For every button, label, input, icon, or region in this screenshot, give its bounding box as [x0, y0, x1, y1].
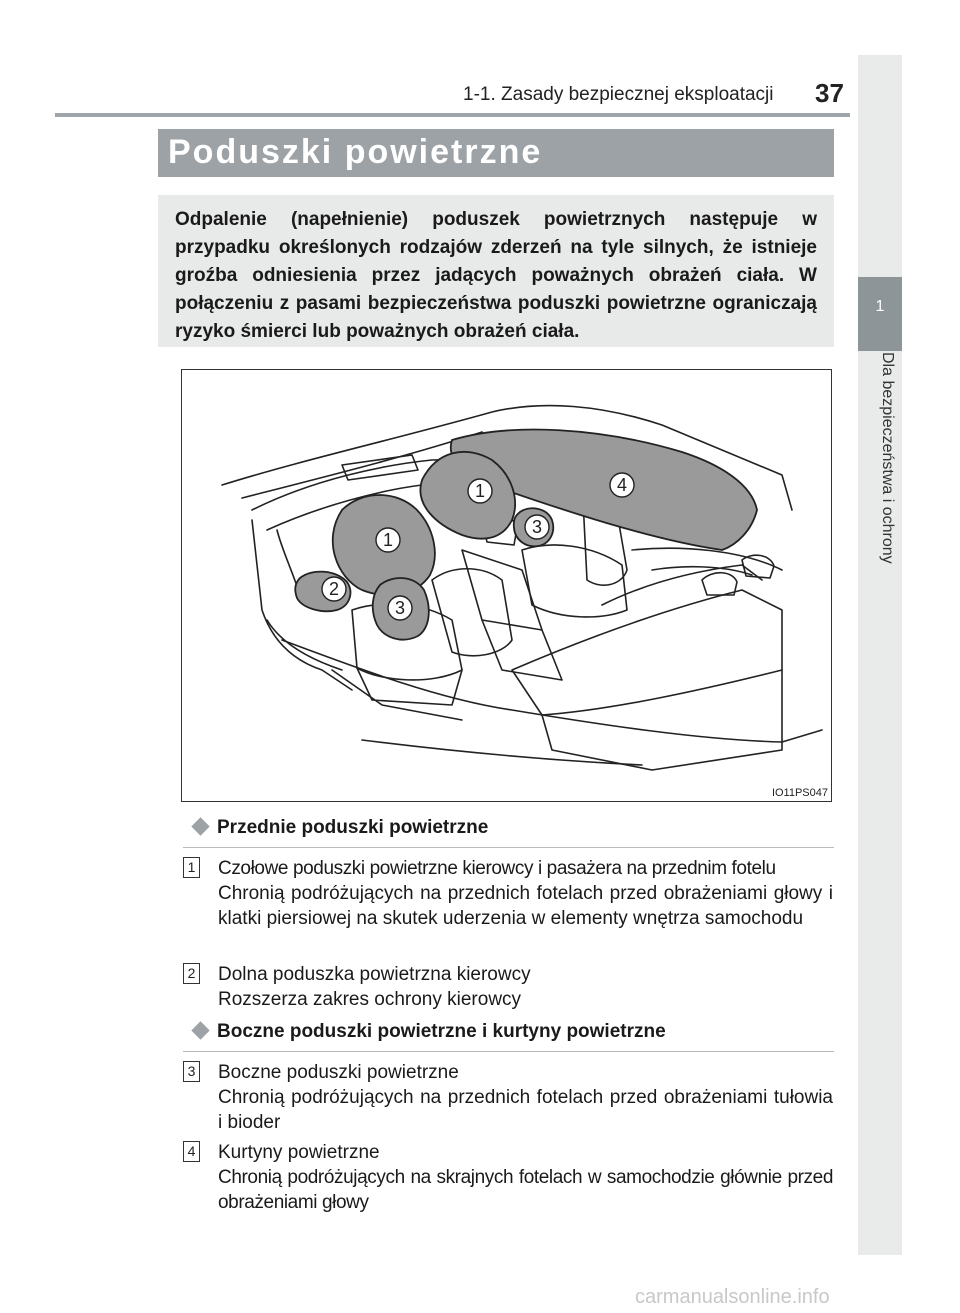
page-number: 37 — [815, 78, 844, 108]
callout-label: 1 — [474, 481, 486, 501]
section-rule — [183, 847, 834, 848]
header-rule — [55, 113, 850, 117]
running-header: 1-1. Zasady bezpiecznej eksploatacji — [463, 84, 774, 105]
item-description: Chronią podróżujących na skrajnych fotelach w samochodzie głównie przed obrażeniami głowy — [218, 1167, 833, 1213]
car-interior-drawing — [182, 370, 830, 800]
callout-label: 1 — [382, 530, 394, 550]
item-title: Czołowe poduszki powietrzne kierowcy i pasażera na przednim fotelu — [218, 858, 776, 879]
list-item — [183, 856, 833, 931]
section-heading-front — [190, 817, 488, 839]
item-number: 2 — [183, 963, 200, 984]
item-description: Chronią podróżujących na przednich fotelach przed obrażeniami głowy i klatki piersiowej na skutek uderzenia w elementy wnętrza samochodu — [218, 883, 833, 929]
callout-label: 3 — [394, 598, 406, 618]
list-item — [183, 1140, 833, 1215]
item-title: Kurtyny powietrzne — [218, 1142, 380, 1163]
list-item — [183, 1060, 833, 1135]
diamond-bullet-icon — [191, 818, 209, 836]
item-number: 3 — [183, 1061, 200, 1082]
chapter-number: 1 — [875, 298, 885, 315]
section-heading-text: Przednie poduszki powietrzne — [217, 817, 489, 838]
item-number: 4 — [183, 1141, 200, 1162]
item-title: Boczne poduszki powietrzne — [218, 1062, 459, 1083]
section-heading-text: Boczne poduszki powietrzne i kurtyny powietrzne — [217, 1021, 666, 1042]
item-number: 1 — [183, 857, 200, 878]
page-title: Poduszki powietrzne — [168, 133, 543, 171]
callout-label: 2 — [328, 579, 340, 599]
item-title: Dolna poduszka powietrzna kierowcy — [218, 964, 531, 985]
item-description: Rozszerza zakres ochrony kierowcy — [218, 989, 522, 1010]
intro-text: Odpalenie (napełnienie) poduszek powietrznych następuje w przypadku określonych rodzajów zderzeń na tyle silnych, że istnieje groźba odniesienia przez jadących poważnych obrażeń ciała. W połączeniu z pasami bezpieczeństwa poduszki powietrzne ograniczają ryzyko śmierci lub poważnych obrażeń ciała. — [175, 209, 817, 342]
list-item — [183, 962, 833, 1012]
callout-label: 3 — [531, 517, 543, 537]
chapter-side-tab — [858, 55, 902, 1255]
airbag-illustration — [181, 369, 832, 802]
diamond-bullet-icon — [191, 1022, 209, 1040]
chapter-title: Dla bezpieczeństwa i ochrony — [879, 352, 896, 564]
section-heading-side — [190, 1021, 666, 1043]
watermark: carmanualsonline.info — [635, 1286, 830, 1308]
figure-code: IO11PS047 — [771, 787, 828, 799]
item-description: Chronią podróżujących na przednich fotelach przed obrażeniami tułowia i bioder — [218, 1087, 833, 1133]
section-rule — [183, 1051, 834, 1052]
callout-label: 4 — [616, 475, 628, 495]
